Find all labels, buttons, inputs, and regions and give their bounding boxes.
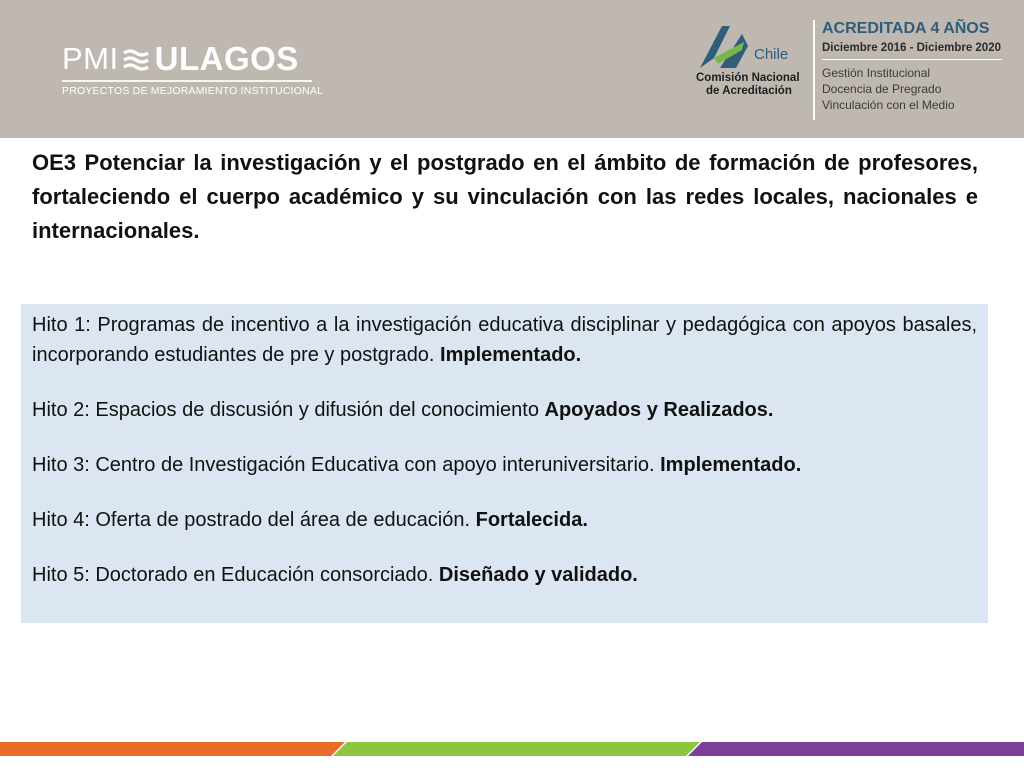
footer-color-bars xyxy=(0,742,1024,756)
pmi-logo-divider xyxy=(62,80,312,82)
accreditation-area: Gestión Institucional xyxy=(822,66,931,80)
milestone-item xyxy=(32,450,977,480)
cna-chile-text: Chile xyxy=(754,46,789,63)
milestone-item xyxy=(32,505,977,535)
footer-bar-purple xyxy=(688,742,1024,756)
accreditation-title: ACREDITADA 4 AÑOS xyxy=(822,20,990,37)
milestone-item xyxy=(32,310,977,370)
milestone-item xyxy=(32,395,977,425)
milestone-status: Diseñado y validado. xyxy=(438,564,638,586)
milestone-status: Implementado. xyxy=(660,454,802,476)
header-vertical-divider xyxy=(813,20,815,120)
accreditation-areas xyxy=(822,65,1012,113)
cna-chile-logo xyxy=(694,24,806,104)
milestone-text: Hito 4: Oferta de postrado del área de educación. xyxy=(32,509,476,531)
waves-icon xyxy=(123,46,149,72)
ulagos-logo-text: ULAGOS xyxy=(154,40,299,77)
cna-name-line1: Comisión Nacional xyxy=(696,72,800,84)
milestones-box xyxy=(21,304,988,623)
milestone-status: Apoyados y Realizados. xyxy=(544,399,774,421)
accreditation-area: Docencia de Pregrado xyxy=(822,82,942,96)
accreditation-divider xyxy=(822,59,1002,60)
objective-heading: OE3 Potenciar la investigación y el postgrado en el ámbito de formación de profesores, fortaleciendo el cuerpo académico y su vinculación con las redes locales, nacionales e internacionales. xyxy=(32,150,978,243)
milestone-text: Hito 2: Espacios de discusión y difusión del conocimiento xyxy=(32,399,545,421)
milestone-text: Hito 3: Centro de Investigación Educativa con apoyo interuniversitario. xyxy=(32,454,661,476)
milestone-status: Fortalecida. xyxy=(475,509,588,531)
milestone-text: Hito 5: Doctorado en Educación consorciado. xyxy=(32,564,439,586)
milestone-text: Hito 1: Programas de incentivo a la investigación educativa disciplinar y pedagógica con apoyos basales, incorporando estudiantes de pre y postgrado. xyxy=(32,314,977,366)
header-banner xyxy=(0,0,1024,138)
milestone-item xyxy=(32,560,977,590)
pmi-logo-subtitle: PROYECTOS DE MEJORAMIENTO INSTITUCIONAL xyxy=(62,85,324,97)
footer-bar-orange xyxy=(0,742,345,756)
accreditation-panel xyxy=(822,20,1012,113)
accreditation-dates: Diciembre 2016 - Diciembre 2020 xyxy=(822,42,1001,54)
cna-name-line2: de Acreditación xyxy=(706,85,792,97)
footer-bar-green xyxy=(333,742,700,756)
pmi-logo-text: PMI xyxy=(62,41,119,76)
accreditation-area: Vinculación con el Medio xyxy=(822,98,955,112)
pmi-ulagos-logo xyxy=(62,40,324,102)
milestone-status: Implementado. xyxy=(440,344,582,366)
